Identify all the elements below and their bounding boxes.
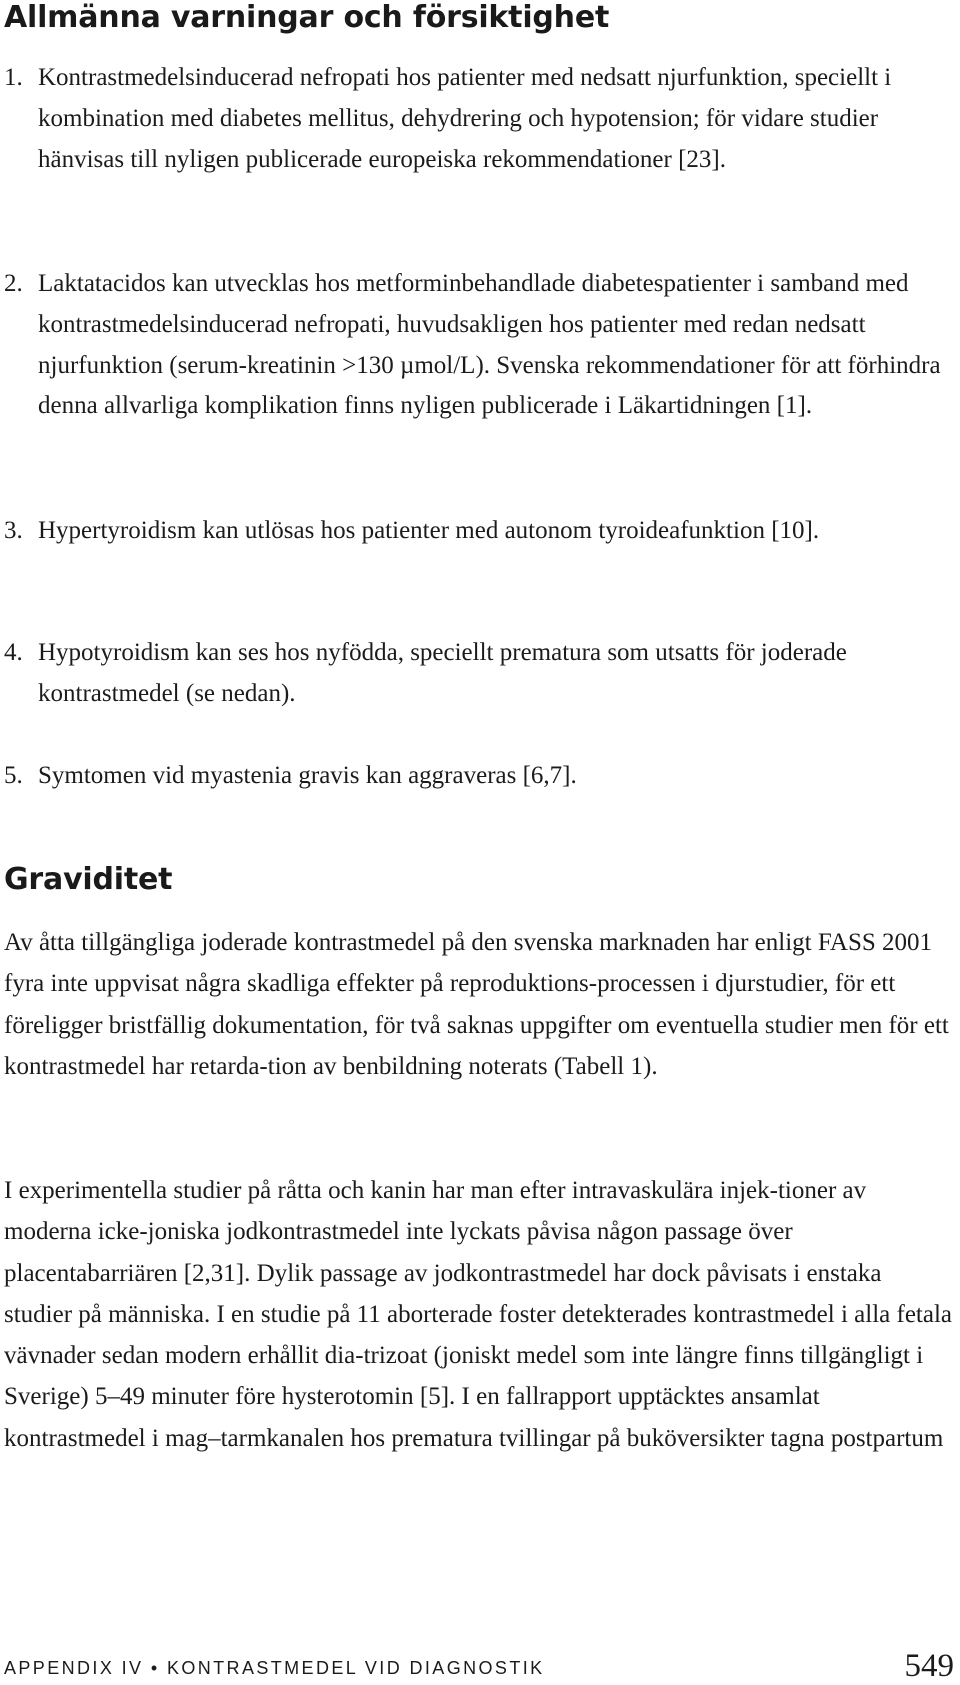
section-heading-pregnancy: Graviditet: [4, 862, 173, 897]
page-number: 549: [904, 1648, 954, 1684]
list-item: [4, 264, 952, 427]
list-item-number: 2.: [4, 270, 23, 297]
list-item-text: Hypertyroidism kan utlösas hos patienter med autonom tyroideafunktion [10].: [38, 517, 820, 544]
list-item-text: Kontrastmedelsinducerad nefropati hos patienter med nedsatt njurfunktion, speciellt i kombination med diabetes mellitus, dehydrering och hypotension; för vidare studier hänvisas till nyligen publicerade europeiska rekommendationer [23].: [38, 64, 892, 173]
list-item: [4, 58, 952, 180]
page-footer: [4, 1648, 954, 1684]
list-item-text: Laktatacidos kan utvecklas hos metforminbehandlade diabetespatienter i samband med kontrastmedelsinducerad nefropati, huvudsakligen hos patienter med redan nedsatt njurfunktion (serum-kreatinin >130 µmol/L). Svenska rekommendationer för att förhindra denna allvarliga komplikation finns nyligen publicerade i Läkartidningen [1].: [38, 270, 941, 420]
list-item-text: Symtomen vid myastenia gravis kan aggraveras [6,7].: [38, 762, 577, 789]
list-item-text: Hypotyroidism kan ses hos nyfödda, speciellt prematura som utsatts för joderade kontrastmedel (se nedan).: [38, 639, 847, 707]
body-paragraph: Av åtta tillgängliga joderade kontrastmedel på den svenska marknaden har enligt FASS 2001 fyra inte uppvisat några skadliga effekter på reproduktions-processen i djurstudier, för ett föreligger bristfällig dokumentation, för två saknas uppgifter om eventuella studier men för ett kontrastmedel har retarda-tion av benbildning noterats (Tabell 1).: [4, 929, 949, 1080]
list-item-number: 5.: [4, 762, 23, 789]
list-item: [4, 511, 952, 552]
list-item-number: 3.: [4, 517, 23, 544]
body-paragraph: I experimentella studier på råtta och kanin har man efter intravaskulära injek-tioner av moderna icke-joniska jodkontrastmedel inte lyckats påvisa någon passage över placentabarriären [2,31]. Dylik passage av jodkontrastmedel har dock påvisats i enstaka studier på människa. I en studie på 11 aborterade foster detekterades kontrastmedel i alla fetala vävnader sedan modern erhållit dia-trizoat (joniskt medel som inte längre finns tillgängligt i Sverige) 5–49 minuter före hysterotomin [5]. I en fallrapport upptäcktes ansamlat kontrastmedel i mag–tarmkanalen hos prematura tvillingar på buköversikter tagna postpartum: [4, 1177, 952, 1452]
list-item-number: 1.: [4, 64, 23, 91]
list-item: [4, 633, 952, 715]
section-heading-warnings: Allmänna varningar och försiktighet: [4, 0, 610, 35]
list-item: [4, 756, 952, 797]
list-item-number: 4.: [4, 639, 23, 666]
running-footer-title: APPENDIX IV • KONTRASTMEDEL VID DIAGNOSTIK: [4, 1658, 545, 1678]
